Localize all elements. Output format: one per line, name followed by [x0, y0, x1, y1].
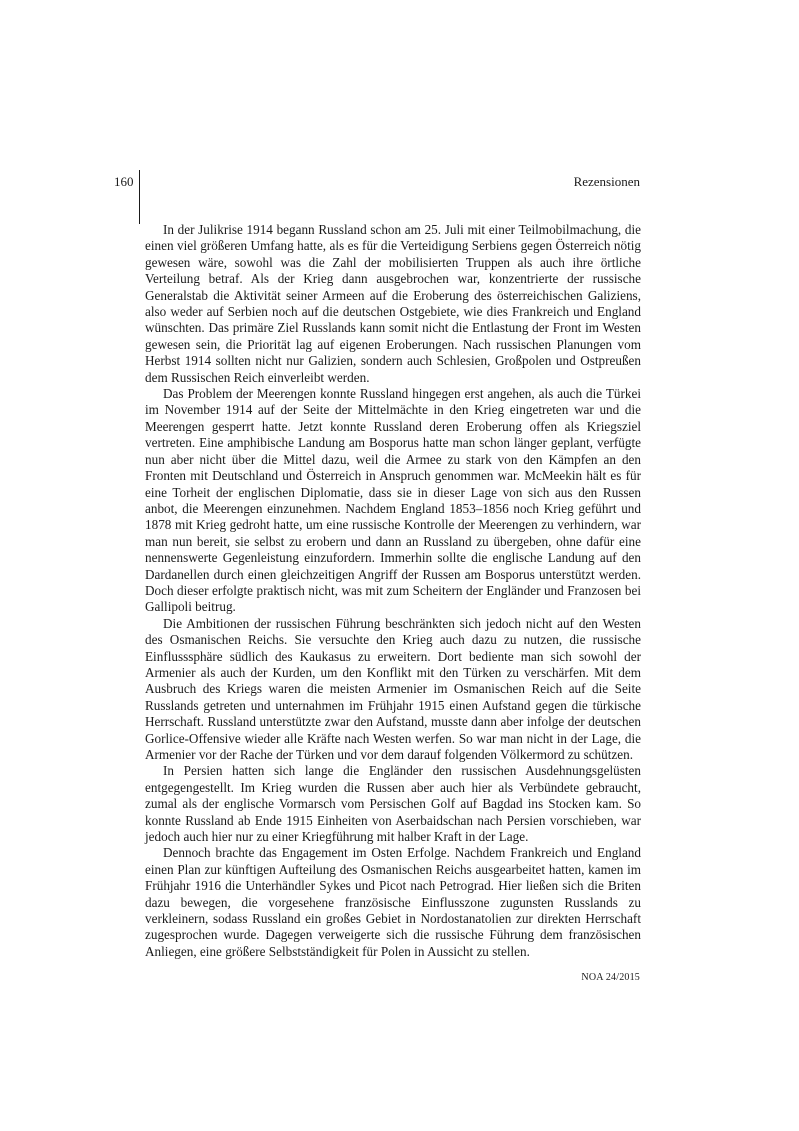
paragraph: Das Problem der Meerengen konnte Russland hingegen erst angehen, als auch die Türkei im November 1914 auf der Seite der Mittelmächte in den Krieg eingetreten war und die Meerengen gesperrt hatte. Jetzt konnte Russland deren Eroberung offen als Kriegsziel vertreten. Eine amphibische Landung am Bosporus hatte man schon länger geplant, verfügte nun aber nicht über die Mittel dazu, weil die Armee zu stark von den Kämpfen an den Fronten mit Deutschland und Österreich in Anspruch genommen war. McMeekin hält es für eine Torheit der englischen Diplomatie, dass sie in dieser Lage von sich aus den Russen anbot, die Meerengen einzunehmen. Nachdem England 1853–1856 noch Krieg geführt und 1878 mit Krieg gedroht hatte, um eine russische Kontrolle der Meerengen zu verhindern, war man nun bereit, sie selbst zu erobern und dann an Russland zu übergeben, ohne dafür eine nennenswerte Gegenleistung einzufordern. Immerhin sollte die englische Landung auf den Dardanellen durch einen gleichzeitigen Angriff der Russen am Bosporus unterstützt werden. Doch dieser erfolgte praktisch nicht, was mit zum Scheitern der Engländer und Franzosen bei Gallipoli beitrug.	[145, 386, 641, 615]
body-text	[145, 222, 641, 960]
margin-rule	[139, 170, 140, 224]
running-head: Rezensionen	[573, 174, 640, 189]
paragraph: Die Ambitionen der russischen Führung beschränkten sich jedoch nicht auf den Westen des Osmanischen Reichs. Sie versuchte den Krieg auch dazu zu nutzen, die russische Einflusssphäre südlich des Kaukasus zu erweitern. Dort bediente man sich sowohl der Armenier als auch der Kurden, um den Konflikt mit den Türken zu verschärfen. Mit dem Ausbruch des Kriegs waren die meisten Armenier im Osmanischen Reich auf die Seite Russlands getreten und unternahmen im Frühjahr 1915 einen Aufstand gegen die türkische Herrschaft. Russland unterstützte zwar den Aufstand, musste dann aber infolge der deutschen Gorlice-Offensive wieder alle Kräfte nach Westen werfen. So war man nicht in der Lage, die Armenier vor der Rache der Türken und vor dem darauf folgenden Völkermord zu schützen.	[145, 615, 641, 762]
journal-footer: NOA 24/2015	[581, 972, 640, 983]
paragraph: In der Julikrise 1914 begann Russland schon am 25. Juli mit einer Teilmobilmachung, die einen viel größeren Umfang hatte, als es für die Verteidigung Serbiens gegen Österreich nötig gewesen wäre, sowohl was die Zahl der mobilisierten Truppen als auch ihre örtliche Verteilung betraf. Als der Krieg dann ausgebrochen war, konzentrierte der russische Generalstab die Aktivität seiner Armeen auf die Eroberung des österreichischen Galiziens, also weder auf Serbien noch auf die deutschen Ostgebiete, wie dies Frankreich und England wünschten. Das primäre Ziel Russlands kann somit nicht die Entlastung der Front im Westen gewesen sein, die Priorität lag auf eigenen Eroberungen. Nach russischen Planungen vom Herbst 1914 sollten nicht nur Galizien, sondern auch Schlesien, Großpolen und Ostpreußen dem Russischen Reich einverleibt werden.	[145, 222, 641, 385]
paragraph: Dennoch brachte das Engagement im Osten Erfolge. Nachdem Frankreich und England einen Plan zur künftigen Aufteilung des Osmanischen Reichs ausgearbeitet hatten, kamen im Frühjahr 1916 die Unterhändler Sykes und Picot nach Petrograd. Hier ließen sich die Briten dazu bewegen, die vorgesehene französische Einflusszone zugunsten Russlands zu verkleinern, sodass Russland ein großes Gebiet in Nordostanatolien zur direkten Herrschaft zugesprochen wurde. Dagegen verweigerte sich die russische Führung dem französischen Anliegen, eine größere Selbstständigkeit für Polen in Aussicht zu stellen.	[145, 845, 641, 959]
paragraph: In Persien hatten sich lange die Engländer den russischen Ausdehnungsgelüsten entgegengestellt. Im Krieg wurden die Russen aber auch hier als Verbündete gebraucht, zumal als der englische Vormarsch vom Persischen Golf auf Bagdad ins Stocken kam. So konnte Russland ab Ende 1915 Einheiten von Aserbaidschan nach Persien vorschieben, war jedoch auch hier nur zu einer Kriegführung mit halber Kraft in der Lage.	[145, 763, 641, 845]
page-number: 160	[114, 174, 134, 189]
